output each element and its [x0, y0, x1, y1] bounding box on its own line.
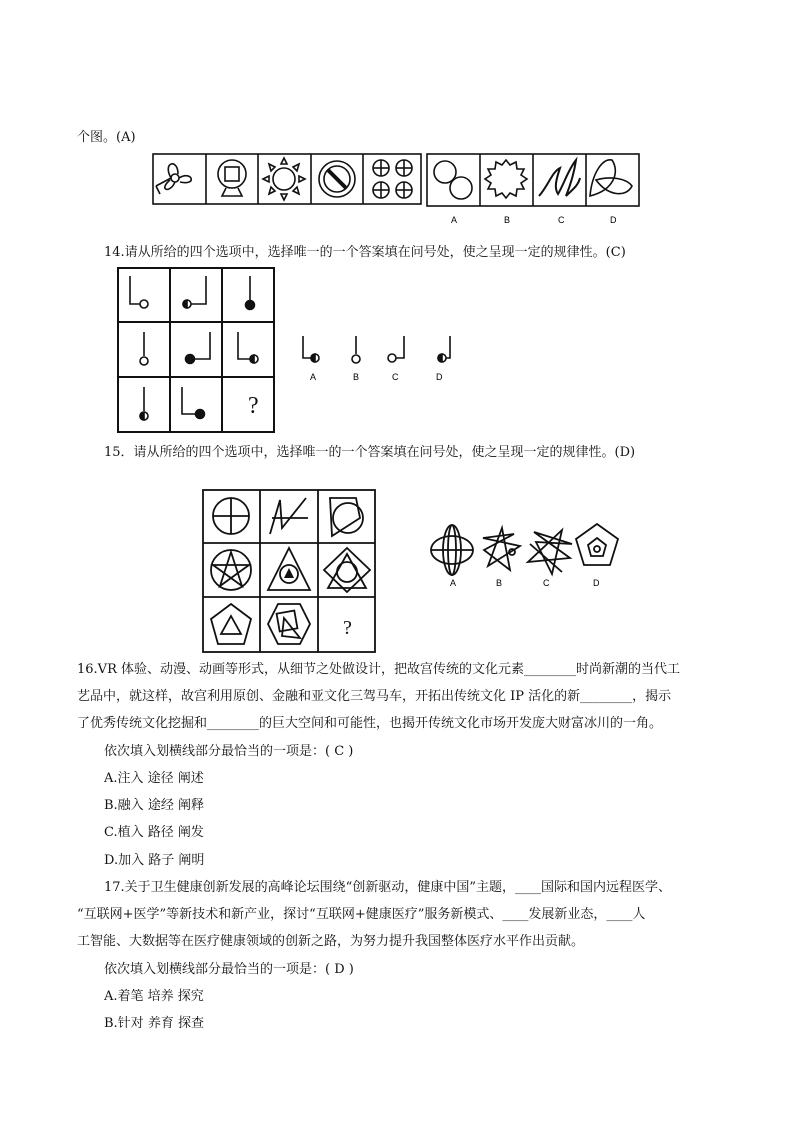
q16-choice-d: D.加入 路子 阐明 [104, 853, 205, 868]
q14-option-d-icon [438, 336, 450, 362]
pentagon-triangle-icon [211, 604, 251, 644]
zigzag-curve-icon [539, 160, 580, 196]
q14-option-b: B [353, 372, 360, 382]
q15-option-c: C [543, 578, 550, 588]
lshape-solid-right-icon [182, 387, 205, 419]
lshape-hollow-right-icon [130, 276, 148, 308]
vertical-hollow-icon [140, 332, 148, 365]
sun-icon [263, 158, 305, 200]
q17-choice-b: B.针对 养育 探查 [104, 1016, 204, 1031]
q15-question: 15．请从所给的四个选项中，选择唯一的一个答案填在问号处，使之呈现一定的规律性。(D) [104, 445, 636, 460]
q16-line-2: 艺品中，就这样，故宫利用原创、金融和亚文化三驾马车，开拓出传统文化 IP 活化的新________，揭示 [77, 689, 672, 704]
crossed-circle-icon [213, 498, 249, 534]
q14-question: 14.请从所给的四个选项中，选择唯一的一个答案填在问号处，使之呈现一定的规律性。(C) [104, 245, 626, 260]
leaf-curves-icon [590, 160, 632, 196]
q14-option-b-icon [352, 336, 360, 363]
two-circles-icon [434, 161, 472, 199]
q14-option-c-icon [388, 336, 404, 362]
q17-choice-a: A.着笔 培养 探究 [104, 989, 204, 1004]
vertical-half-icon [140, 387, 148, 420]
q14-option-c: C [392, 372, 399, 382]
prohibition-icon [319, 161, 355, 197]
q15-option-a: A [450, 578, 457, 588]
nested-pentagons-icon [576, 524, 618, 565]
q13-option-c: C [558, 215, 565, 225]
hook-half-left-icon [183, 276, 206, 308]
triangle-circle-icon [268, 548, 310, 590]
vertical-solid-icon [246, 276, 255, 310]
q14-figure [116, 266, 466, 436]
diamond-triangle-circle-icon [324, 548, 370, 592]
q13-tail-text: 个图。(A) [77, 130, 136, 145]
q14-option-a-icon [303, 336, 319, 362]
star-cross-icon [528, 530, 572, 574]
q14-option-a: A [310, 372, 317, 382]
q16-line-1: 16.VR 体验、动漫、动画等形式，从细节之处做设计，把故宫传统的文化元素________时尚新潮的当代工 [77, 662, 680, 677]
q13-option-a: A [451, 215, 458, 225]
q16-line-3: 了优秀传统文化挖掘和________的巨大空间和可能性，也揭开传统文化市场开发庞大财富冰川的一角。 [77, 716, 663, 731]
q17-line-1: 17.关于卫生健康创新发展的高峰论坛围绕“创新驱动，健康中国”主题，____国际和国内远程医学、 [104, 880, 671, 895]
orbit-ellipses-icon [431, 525, 473, 575]
star-in-circle-icon [211, 550, 251, 590]
q15-figure [200, 488, 620, 654]
q16-prompt: 依次填入划横线部分最恰当的一项是：( C ) [104, 744, 354, 759]
crossing-lines-icon [270, 498, 308, 534]
q17-line-3: 工智能、大数据等在医疗健康领域的创新之路，为努力提升我国整体医疗水平作出贡献。 [77, 934, 585, 949]
q15-question-mark: ? [343, 617, 352, 639]
q17-line-2: “互联网+医学”等新技术和新产业，探讨“互联网+健康医疗”服务新模式、____发展新业态，____人 [77, 907, 646, 922]
hook-solid-left-icon [186, 332, 211, 364]
q14-option-d: D [436, 372, 443, 382]
starburst-icon [485, 160, 527, 198]
four-crossed-circles-icon [373, 160, 412, 198]
q16-choice-c: C.植入 路径 阐发 [104, 825, 204, 840]
q17-prompt: 依次填入划横线部分最恰当的一项是：( D ) [104, 962, 354, 977]
circle-square-overlap-icon [330, 498, 363, 536]
q13-option-b: B [504, 215, 511, 225]
fan-icon [156, 164, 191, 194]
q14-question-mark: ? [248, 393, 259, 419]
hexagon-square-triangle-icon [268, 604, 310, 644]
lshape-half-right-icon [238, 332, 258, 363]
q16-choice-a: A.注入 途径 阐述 [104, 771, 204, 786]
q13-figure [150, 150, 645, 230]
q15-option-d: D [593, 578, 600, 588]
q15-option-b: B [496, 578, 503, 588]
q13-option-d: D [610, 215, 617, 225]
q16-choice-b: B.融入 途经 阐释 [104, 798, 204, 813]
scribble-star-icon [483, 528, 520, 570]
circle-square-stand-icon [218, 160, 246, 196]
